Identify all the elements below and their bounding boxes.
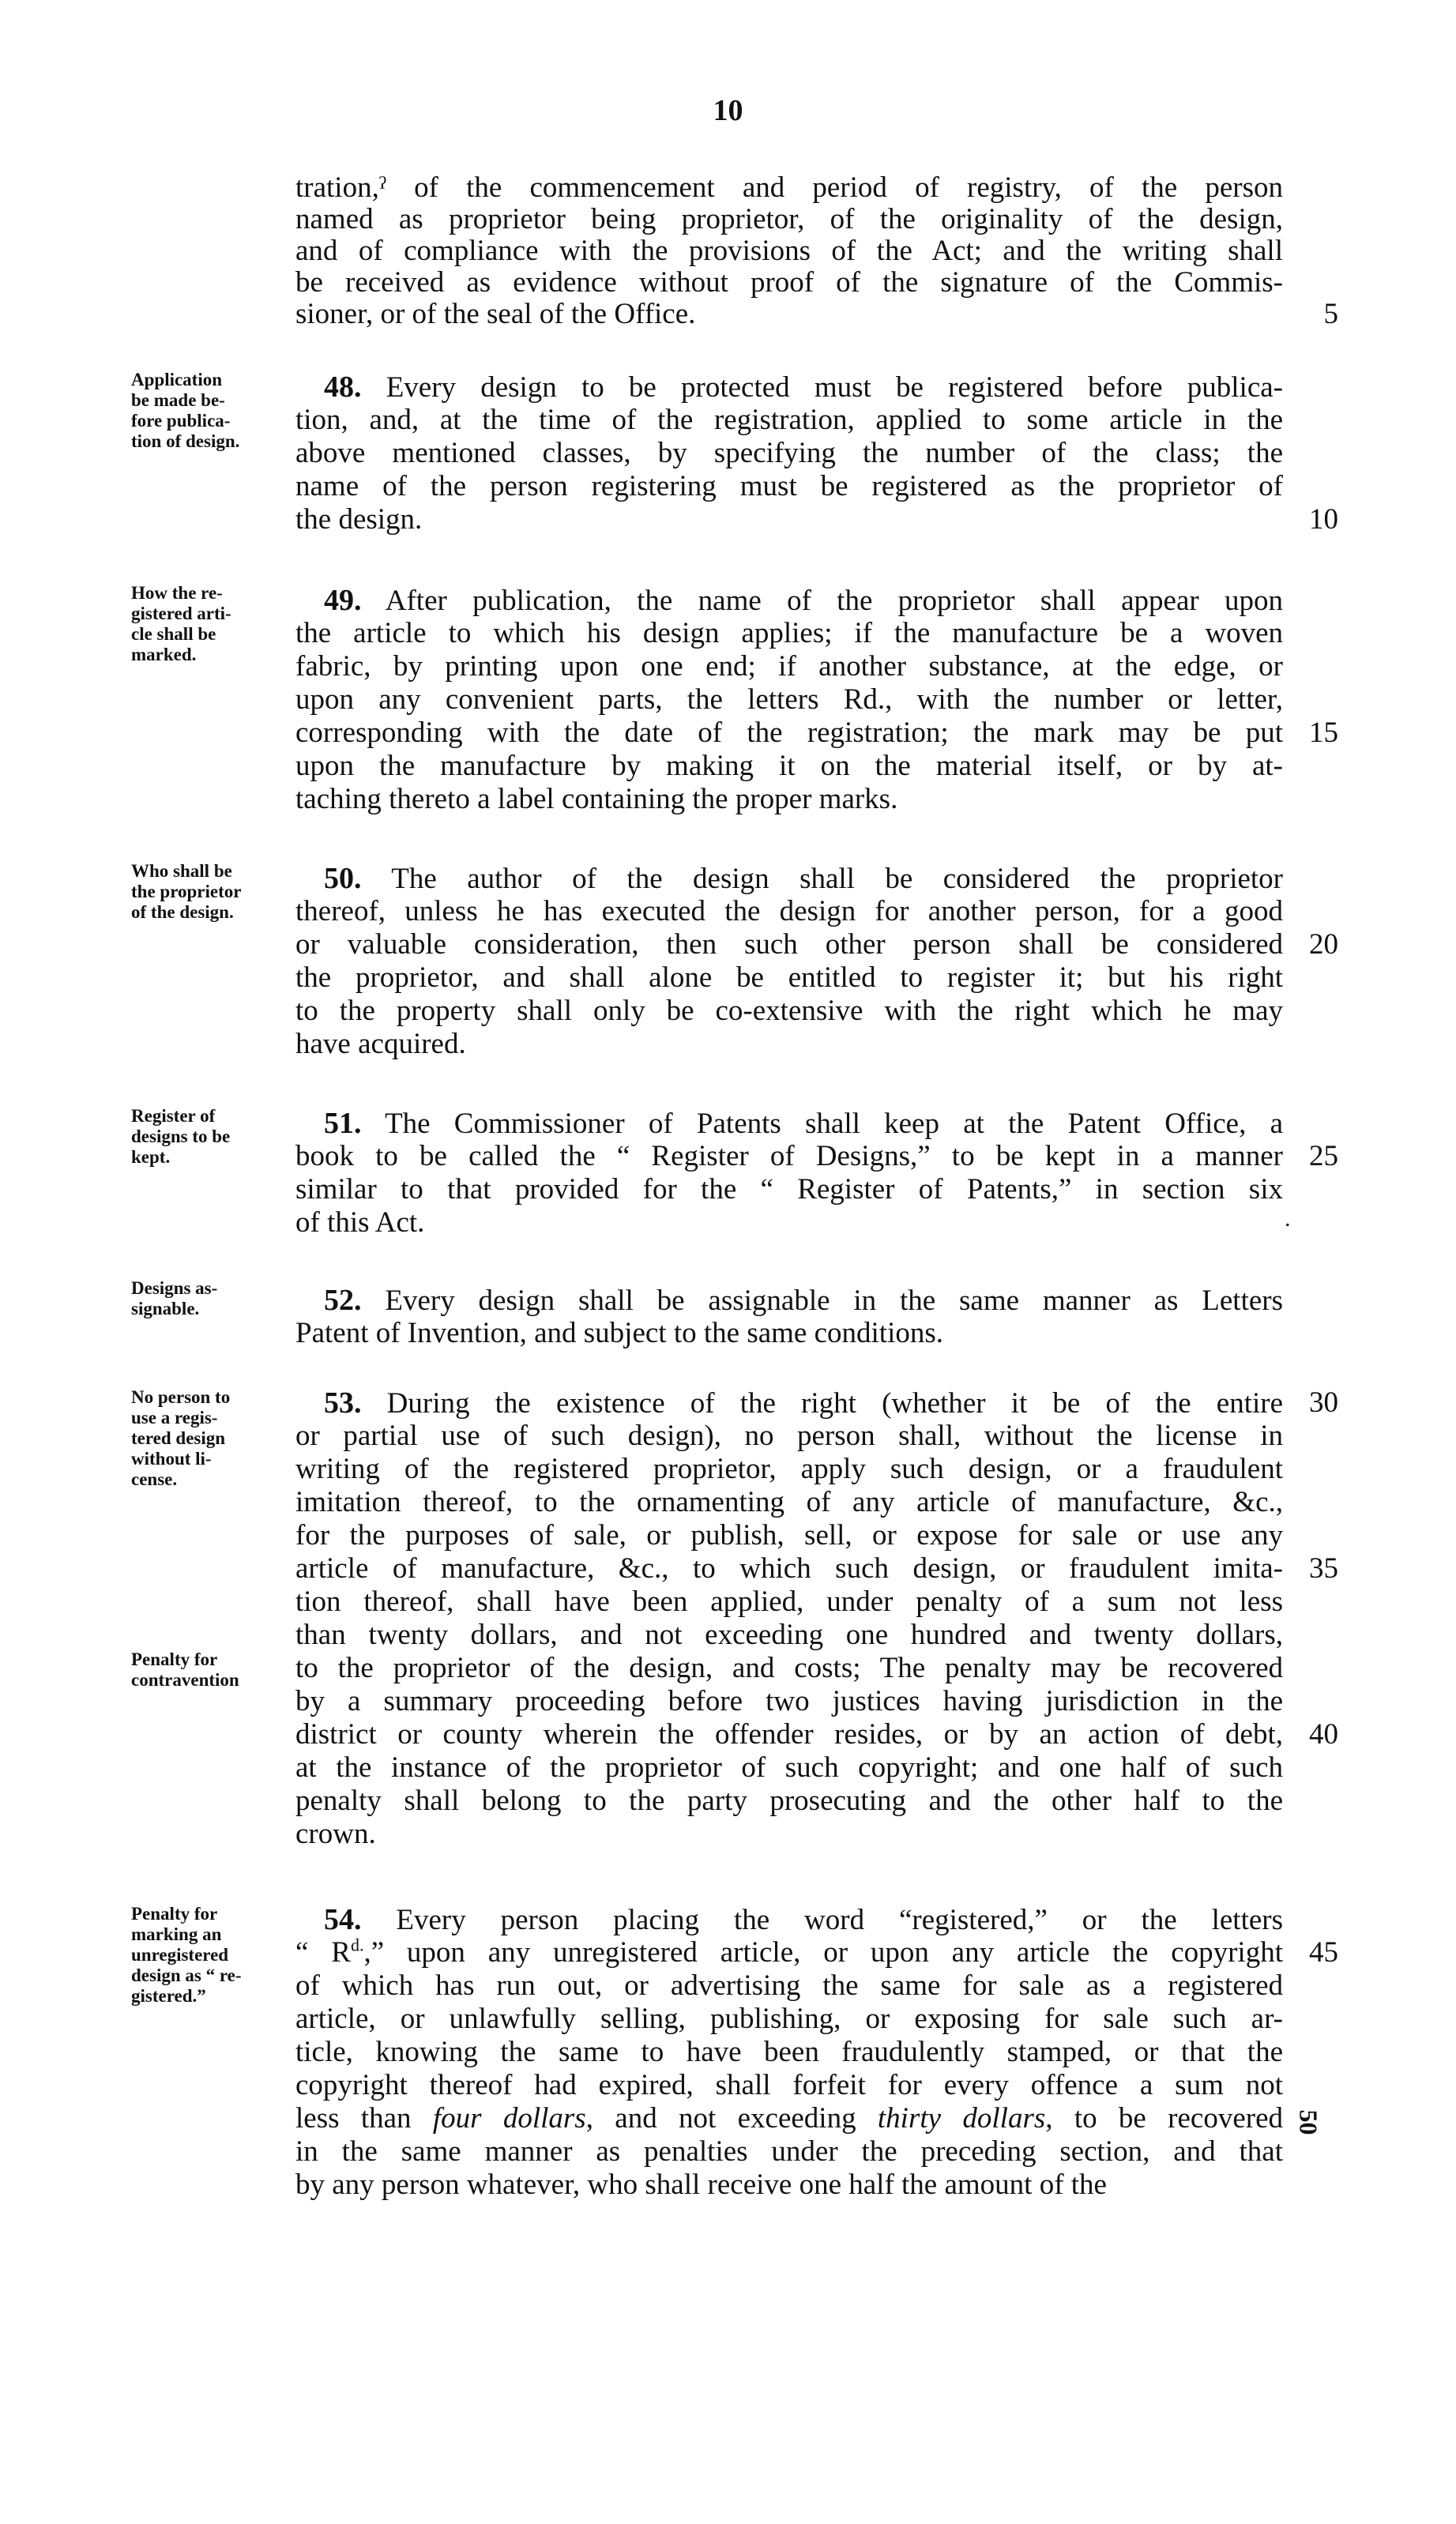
line-number: 30: [1309, 1386, 1338, 1419]
text-line: fabric, by printing upon one end; if another substance, at the edge, or: [295, 650, 1283, 683]
text-line: tration,ˀ of the commencement and period of registry, of the person: [295, 171, 1283, 204]
text-line: thereof, unless he has executed the design for another person, for a good: [295, 895, 1283, 927]
text-line: the article to which his design applies; if the manufacture be a woven: [295, 617, 1283, 649]
text-line: of which has run out, or advertising the same for sale as a registered: [295, 1969, 1283, 2002]
margin-note: Designs as- signable.: [131, 1278, 218, 1318]
section-53-first-line: 53. During the existence of the right (whether it be of the entire: [295, 1387, 1283, 1420]
text-line: upon the manufacture by making it on the material itself, or by at-: [295, 750, 1283, 782]
text-line: ticle, knowing the same to have been fraudulently stamped, or that the: [295, 2036, 1283, 2068]
text-line: the proprietor, and shall alone be entitled to register it; but his right: [295, 961, 1283, 994]
text-line: less than four dollars, and not exceeding thirty dollars, to be recovered: [295, 2102, 1283, 2135]
text-line: above mentioned classes, by specifying the number of the class; the: [295, 437, 1283, 469]
text-line: crown.: [295, 1818, 376, 1850]
text-line: similar to that provided for the “ Register of Patents,” in section six: [295, 1173, 1283, 1206]
margin-note: No person to use a regis- tered design without li- cense.: [131, 1387, 231, 1489]
text-line: by a summary proceeding before two justices having jurisdiction in the: [295, 1685, 1283, 1717]
text-line: to the proprietor of the design, and costs; The penalty may be recovered: [295, 1652, 1283, 1684]
text-line: at the instance of the proprietor of such copyright; and one half of such: [295, 1751, 1283, 1784]
page-number: 10: [713, 94, 743, 127]
text-line: copyright thereof had expired, shall forfeit for every offence a sum not: [295, 2069, 1283, 2101]
text-line: writing of the registered proprietor, apply such design, or a fraudulent: [295, 1453, 1283, 1485]
section-number: 54.: [324, 1903, 362, 1936]
text-line: by any person whatever, who shall receive one half the amount of the: [295, 2169, 1107, 2201]
text-line: of this Act.: [295, 1206, 425, 1239]
margin-note: Who shall be the proprietor of the design.: [131, 861, 242, 922]
text-line: name of the person registering must be registered as the proprietor of: [295, 470, 1283, 502]
text-line: district or county wherein the offender resides, or by an action of debt,: [295, 1718, 1283, 1751]
section-number: 51.: [324, 1107, 362, 1140]
margin-note: Application be made be- fore publica- tion of design.: [131, 370, 240, 451]
section-51-first-line: 51. The Commissioner of Patents shall keep at the Patent Office, a: [295, 1108, 1283, 1140]
section-number: 49.: [324, 584, 362, 617]
line-number: 20: [1309, 928, 1338, 961]
section-54-first-line: 54. Every person placing the word “registered,” or the letters: [295, 1904, 1283, 1936]
section-52-first-line: 52. Every design shall be assignable in the same manner as Letters: [295, 1285, 1283, 1317]
text-line: sioner, or of the seal of the Office.: [295, 298, 696, 330]
text-line: in the same manner as penalties under the preceding section, and that: [295, 2135, 1283, 2168]
margin-note: Penalty for contravention: [131, 1649, 239, 1690]
text-line: or partial use of such design), no person shall, without the license in: [295, 1420, 1283, 1452]
text-line: named as proprietor being proprietor, of the originality of the design,: [295, 203, 1283, 235]
stray-dot: .: [1285, 1206, 1291, 1232]
text-line: or valuable consideration, then such other person shall be considered: [295, 928, 1283, 961]
text-line: imitation thereof, to the ornamenting of any article of manufacture, &c.,: [295, 1486, 1283, 1518]
text-line: to the property shall only be co-extensive with the right which he may: [295, 995, 1283, 1027]
line-number: 35: [1309, 1552, 1338, 1585]
text-line: than twenty dollars, and not exceeding one hundred and twenty dollars,: [295, 1619, 1283, 1651]
section-number: 48.: [324, 371, 362, 404]
text-line: the design.: [295, 503, 423, 536]
text-line: tion thereof, shall have been applied, under penalty of a sum not less: [295, 1585, 1283, 1618]
vertical-line-number: 50: [1294, 2109, 1323, 2135]
line-number: 10: [1309, 503, 1338, 536]
text-line: taching thereto a label containing the proper marks.: [295, 783, 898, 815]
margin-note: Register of designs to be kept.: [131, 1106, 231, 1167]
text-line: “ $R^{d.}$,” upon any unregistered article, or upon any article the copyright: [295, 1935, 1283, 1969]
section-50-first-line: 50. The author of the design shall be considered the proprietor: [295, 863, 1283, 895]
text-line: tion, and, at the time of the registration, applied to some article in the: [295, 404, 1283, 436]
text-line: and of compliance with the provisions of the Act; and the writing shall: [295, 235, 1283, 267]
text-line: have acquired.: [295, 1028, 466, 1060]
text-line: penalty shall belong to the party prosecuting and the other half to the: [295, 1785, 1283, 1817]
section-49-first-line: 49. After publication, the name of the proprietor shall appear upon: [295, 585, 1283, 617]
text-line: be received as evidence without proof of the signature of the Commis-: [295, 266, 1283, 299]
line-number: 40: [1309, 1718, 1338, 1751]
text-line: article, or unlawfully selling, publishing, or exposing for sale such ar-: [295, 2003, 1283, 2035]
section-number: 52.: [324, 1284, 362, 1317]
text-line: Patent of Invention, and subject to the same conditions.: [295, 1317, 943, 1349]
section-48-first-line: 48. Every design to be protected must be registered before publica-: [295, 371, 1283, 404]
section-number: 53.: [324, 1386, 362, 1420]
text-line: article of manufacture, &c., to which such design, or fraudulent imita-: [295, 1552, 1283, 1585]
section-number: 50.: [324, 862, 362, 895]
margin-note: How the re- gistered arti- cle shall be marked.: [131, 583, 231, 664]
line-number: 15: [1309, 717, 1338, 749]
text-line: corresponding with the date of the registration; the mark may be put: [295, 717, 1283, 749]
line-number: 45: [1309, 1936, 1338, 1969]
text-line: for the purposes of sale, or publish, sell, or expose for sale or use any: [295, 1519, 1283, 1552]
margin-note: Penalty for marking an unregistered design as “ re- gistered.”: [131, 1904, 242, 2006]
text-line: upon any convenient parts, the letters Rd., with the number or letter,: [295, 683, 1283, 716]
line-number: 5: [1323, 298, 1338, 330]
line-number: 25: [1309, 1140, 1338, 1172]
text-line: book to be called the “ Register of Designs,” to be kept in a manner: [295, 1140, 1283, 1172]
